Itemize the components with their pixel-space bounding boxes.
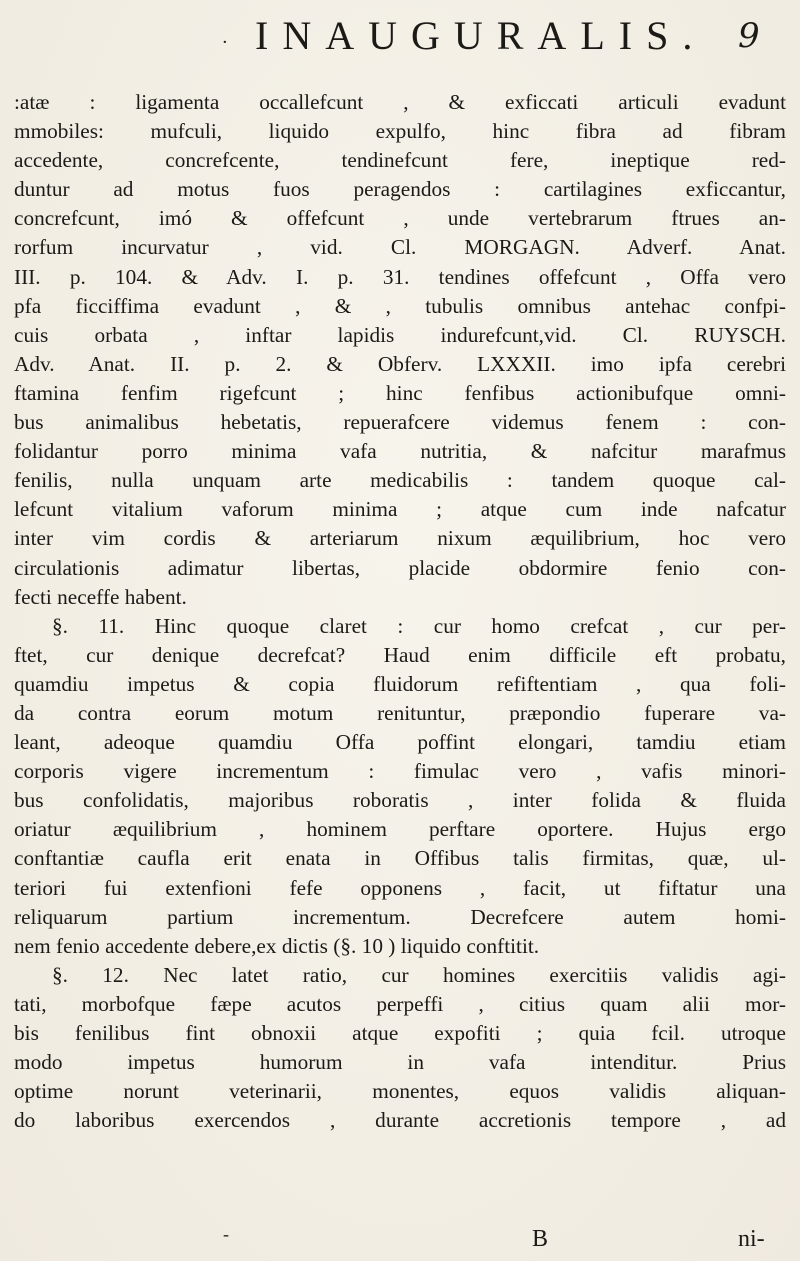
text-line: optime norunt veterinarii, monentes, equos validis aliquan- bbox=[14, 1079, 786, 1104]
text-line: teriori fui extenfioni fefe opponens , facit, ut fiftatur una bbox=[14, 875, 786, 900]
running-head-mark: · bbox=[222, 32, 228, 53]
text-line: reliquarum partium incrementum. Decrefcere autem homi- bbox=[14, 904, 786, 929]
text-line: cuis orbata , inftar lapidis indurefcunt,vid. Cl. RUYSCH. bbox=[14, 322, 786, 347]
text-line: bus animalibus hebetatis, repuerafcere videmus fenem : con- bbox=[14, 410, 786, 435]
text-line: oriatur æquilibrium , hominem perftare oportere. Hujus ergo bbox=[14, 817, 786, 842]
running-head bbox=[0, 12, 800, 82]
text-line: modo impetus humorum in vafa intenditur. Prius bbox=[14, 1050, 786, 1075]
text-line: concrefcunt, imó & offefcunt , unde vertebrarum ftrues an- bbox=[14, 206, 786, 231]
section-12-start: §. 12. Nec latet ratio, cur homines exercitiis validis agi- bbox=[52, 962, 786, 987]
text-line: accedente, concrefcente, tendinefcunt fere, ineptique red- bbox=[14, 148, 786, 173]
page-footer bbox=[0, 1226, 800, 1256]
footer-dash: - bbox=[223, 1224, 229, 1244]
text-line: duntur ad motus fuos peragendos : cartilagines exficcantur, bbox=[14, 177, 786, 202]
section-11-start: §. 11. Hinc quoque claret : cur homo crefcat , cur per- bbox=[52, 613, 786, 638]
text-line: Adv. Anat. II. p. 2. & Obferv. LXXXII. imo ipfa cerebri bbox=[14, 351, 786, 376]
text-line: rorfum incurvatur , vid. Cl. MORGAGN. Adverf. Anat. bbox=[14, 235, 786, 260]
text-line: III. p. 104. & Adv. I. p. 31. tendines offefcunt , Offa vero bbox=[14, 264, 786, 289]
text-line: quamdiu impetus & copia fluidorum refiftentiam , qua foli- bbox=[14, 671, 786, 696]
text-line: :atæ : ligamenta occallefcunt , & exficcati articuli evadunt bbox=[14, 90, 786, 114]
text-line: nem fenio accedente debere,ex dictis (§. 10 ) liquido conftitit. bbox=[14, 933, 540, 958]
text-line: mmobiles: mufculi, liquido expulfo, hinc fibra ad fibram bbox=[14, 119, 786, 144]
text-line: tati, morbofque fæpe acutos perpeffi , citius quam alii mor- bbox=[14, 991, 786, 1016]
text-line: conftantiæ caufla erit enata in Offibus talis firmitas, quæ, ul- bbox=[14, 846, 786, 871]
text-line: lefcunt vitalium vaforum minima ; atque cum inde nafcatur bbox=[14, 497, 786, 522]
text-line: bus confolidatis, majoribus roboratis , inter folida & fluida bbox=[14, 788, 786, 813]
text-line: ftamina fenfim rigefcunt ; hinc fenfibus actionibufque omni- bbox=[14, 380, 786, 405]
page-number: 9 bbox=[738, 16, 760, 56]
catchword: ni- bbox=[738, 1226, 765, 1252]
text-line: da contra eorum motum renituntur, præpondio fuperare va- bbox=[14, 700, 786, 725]
text-line: corporis vigere incrementum : fimulac vero , vafis minori- bbox=[14, 759, 786, 784]
text-line: bis fenilibus fint obnoxii atque expofiti ; quia fcil. utroque bbox=[14, 1021, 786, 1045]
signature-mark: B bbox=[532, 1226, 549, 1252]
text-line: inter vim cordis & arteriarum nixum æquilibrium, hoc vero bbox=[14, 526, 786, 551]
text-line: pfa ficciffima evadunt , & , tubulis omnibus antehac confpi- bbox=[14, 293, 786, 318]
text-line: circulationis adimatur libertas, placide obdormire fenio con- bbox=[14, 555, 786, 580]
running-head-title: INAUGURALIS. bbox=[255, 13, 707, 58]
text-line: fenilis, nulla unquam arte medicabilis : tandem quoque cal- bbox=[14, 468, 786, 493]
text-line: fecti neceffe habent. bbox=[14, 584, 187, 609]
body-text bbox=[14, 88, 786, 1135]
text-line: do laboribus exercendos , durante accretionis tempore , ad bbox=[14, 1108, 786, 1133]
text-line: ftet, cur denique decrefcat? Haud enim difficile eft probatu, bbox=[14, 642, 786, 667]
text-line: leant, adeoque quamdiu Offa poffint elongari, tamdiu etiam bbox=[14, 730, 786, 755]
text-line: folidantur porro minima vafa nutritia, & nafcitur marafmus bbox=[14, 439, 786, 464]
